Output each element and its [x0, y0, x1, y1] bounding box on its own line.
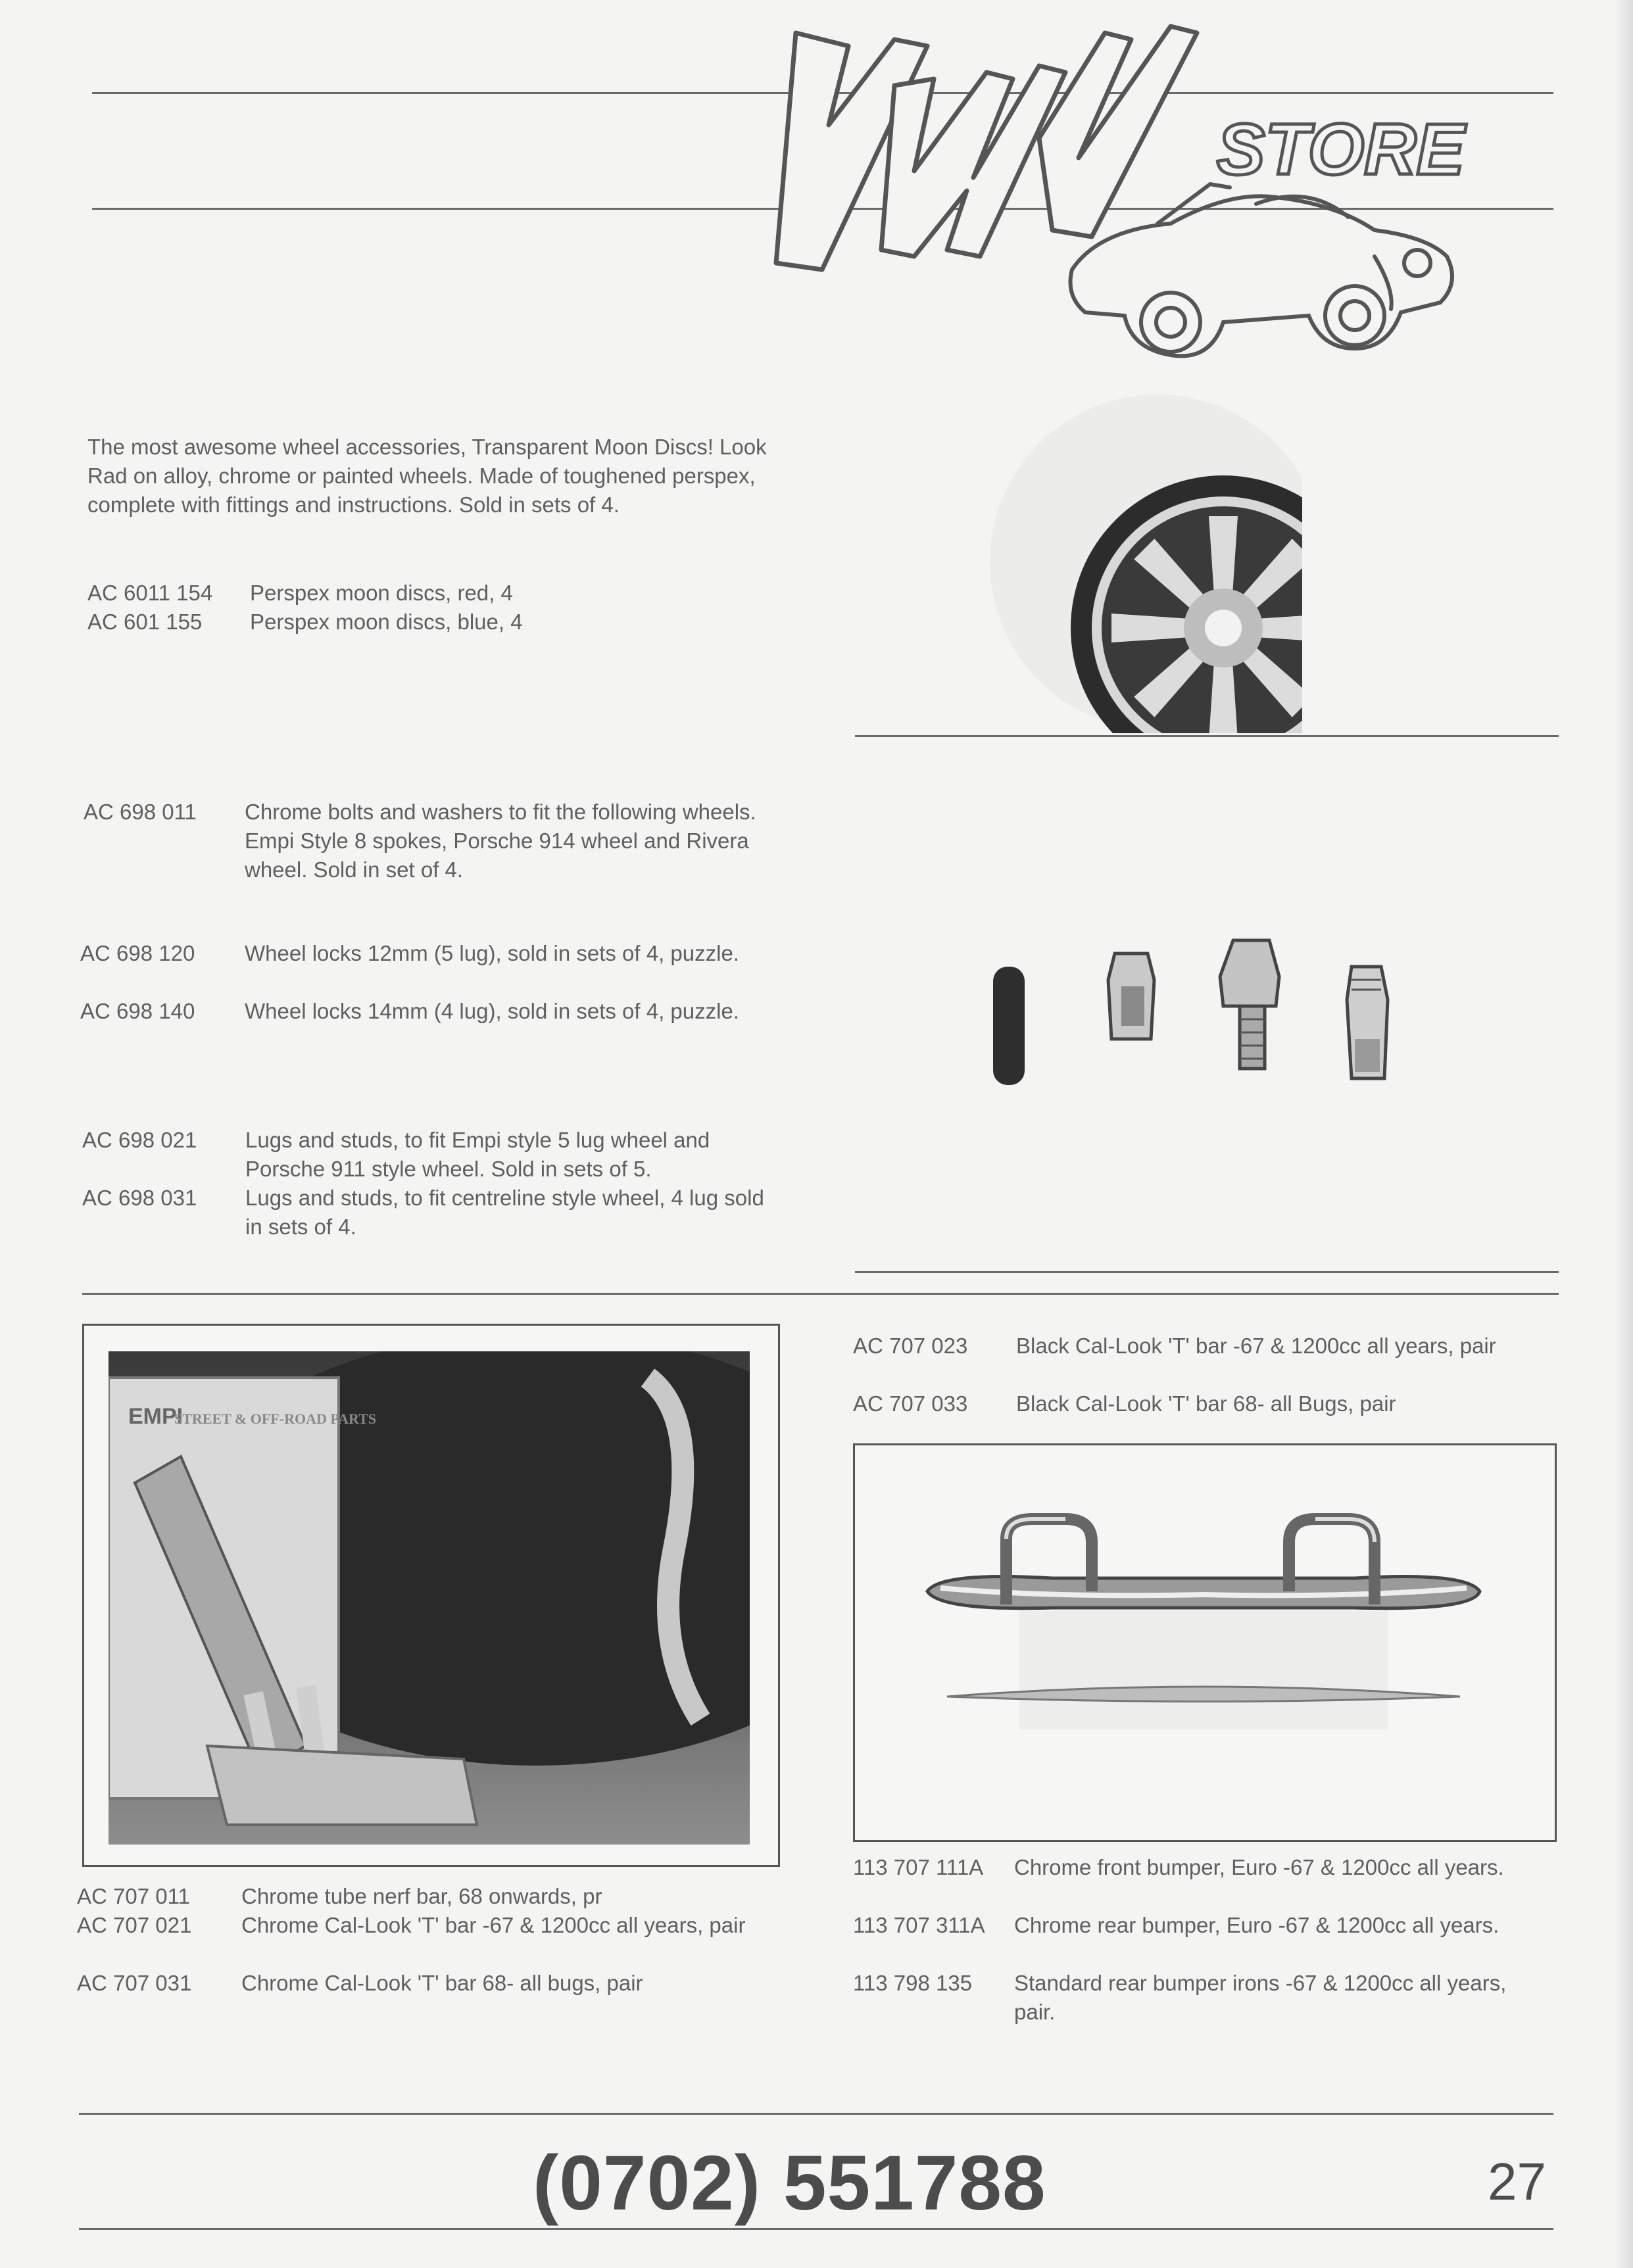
product-line — [853, 1969, 1633, 2027]
section-rule — [855, 1271, 1559, 1273]
product-code: AC 698 140 — [80, 999, 195, 1023]
product-code: AC 707 031 — [77, 1971, 192, 1995]
moon-discs-description: The most awesome wheel accessories, Transparent Moon Discs! Look Rad on alloy, chrome or painted wheels. Made of toughened perspex, complete with fittings and instructions. Sold in sets of 4. — [87, 435, 767, 517]
logo-wordmark: VW — [789, 132, 800, 139]
package-brand: EMPI — [128, 1404, 183, 1429]
product-code: AC 707 033 — [853, 1391, 968, 1416]
product-description: Chrome tube nerf bar, 68 onwards, pr — [241, 1884, 602, 1908]
product-line — [82, 1126, 982, 1184]
product-line — [87, 579, 1006, 608]
product-code: AC 707 021 — [77, 1913, 192, 1937]
product-code: 113 798 135 — [853, 1971, 973, 1995]
product-line — [82, 1184, 982, 1242]
product-code: AC 698 021 — [82, 1128, 197, 1152]
product-code: AC 6011 154 — [87, 581, 213, 605]
bumper-photo — [921, 1480, 1486, 1743]
show-through-text — [197, 99, 229, 212]
product-description: Wheel locks 12mm (5 lug), sold in sets of 4, puzzle. — [245, 941, 739, 965]
product-line — [853, 1389, 1633, 1418]
product-line — [853, 1911, 1633, 1940]
product-code: 113 707 111A — [853, 1855, 984, 1879]
product-code: AC 601 155 — [87, 610, 203, 634]
footer-rule-top — [79, 2113, 1553, 2115]
product-line — [87, 608, 1006, 637]
moon-disc-wheel-photo — [960, 378, 1302, 733]
product-description: Chrome bolts and washers to fit the following wheels. Empi Style 8 spokes, Porsche 914 wheel and Rivera wheel. Sold in set of 4. — [245, 800, 756, 882]
product-line — [84, 798, 968, 884]
product-code: AC 707 023 — [853, 1334, 968, 1358]
product-line — [853, 1853, 1633, 1882]
product-description: Chrome Cal-Look 'T' bar -67 & 1200cc all years, pair — [241, 1913, 746, 1937]
lug-nuts-photo — [987, 927, 1447, 1098]
phone-number: (0702) 551788 — [533, 2140, 1046, 2227]
package-label: STREET & OFF-ROAD PARTS — [174, 1411, 377, 1427]
product-code: AC 698 031 — [82, 1186, 197, 1210]
product-description: Lugs and studs, to fit centreline style wheel, 4 lug sold in sets of 4. — [245, 1186, 764, 1239]
product-description: Standard rear bumper irons -67 & 1200cc all years, pair. — [1014, 1971, 1507, 2024]
product-description: Black Cal-Look 'T' bar -67 & 1200cc all years, pair — [1016, 1334, 1496, 1358]
product-description: Chrome rear bumper, Euro -67 & 1200cc all years. — [1014, 1913, 1499, 1937]
product-code: AC 698 011 — [84, 800, 197, 824]
car-illustration — [1059, 158, 1467, 368]
product-code: AC 698 120 — [80, 941, 195, 965]
section-rule — [855, 735, 1559, 737]
store-label: STORE — [1217, 109, 1465, 190]
product-description: Lugs and studs, to fit Empi style 5 lug wheel and Porsche 911 style wheel. Sold in sets of 5. — [245, 1128, 710, 1181]
product-description: Perspex moon discs, blue, 4 — [250, 610, 523, 634]
product-line — [80, 939, 968, 968]
page-number: 27 — [1488, 2152, 1546, 2211]
product-code: 113 707 311A — [853, 1913, 985, 1937]
product-description: Perspex moon discs, red, 4 — [250, 581, 513, 605]
product-description: Chrome Cal-Look 'T' bar 68- all bugs, pair — [241, 1971, 643, 1995]
product-description: Wheel locks 14mm (4 lug), sold in sets of 4, puzzle. — [245, 999, 739, 1023]
footer-rule-bottom — [79, 2228, 1553, 2230]
nerf-bar-photo — [109, 1351, 750, 1845]
product-line — [80, 997, 968, 1026]
product-code: AC 707 011 — [77, 1884, 190, 1908]
product-description: Black Cal-Look 'T' bar 68- all Bugs, pair — [1016, 1391, 1396, 1416]
product-line — [853, 1332, 1633, 1361]
section-rule — [82, 1293, 1559, 1295]
product-description: Chrome front bumper, Euro -67 & 1200cc all years. — [1014, 1855, 1504, 1879]
page-edge — [1615, 0, 1633, 2268]
product-line — [77, 1882, 998, 1911]
